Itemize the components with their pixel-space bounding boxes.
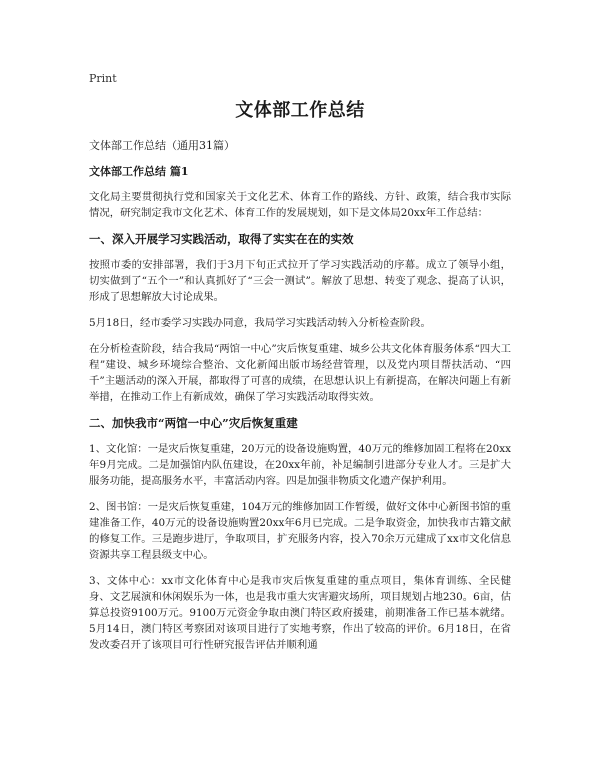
document-subtitle: 文体部工作总结（通用31篇） — [89, 139, 235, 152]
article-title: 文体部工作总结 篇1 — [89, 165, 189, 178]
section-heading-2: 二、加快我市“两馆一中心”灾后恢复重建 — [89, 416, 298, 430]
intro-paragraph: 文化局主要贯彻执行党和国家关于文化艺术、体育工作的路线、方针、政策，结合我市实际情况，研究制定我市文化艺术、体育工作的发展规划，如下是文体局20xx年工作总结： — [89, 191, 511, 219]
paragraph-study-practice: 按照市委的安排部署，我们于3月下旬正式拉开了学习实践活动的序幕。成立了领导小组，切实做到了“五个一”和认真抓好了“三会一测试”。解放了思想、转变了观念、提高了认识，形成了思想解放大讨论成果。 — [89, 259, 511, 303]
paragraph-library: 2、图书馆：一是灾后恢复重建，104万元的维修加固工作暂缓，做好文体中心新图书馆的重建准备工作，40万元的设备设施购置20xx年6月已完成。二是争取资金，加快我市古籍文献的修复工作。三是跑步进厅，争取项目，扩充服务内容，投入70余万元建成了xx市文化信息资源共享工程县级支中心。 — [89, 501, 511, 561]
print-label[interactable]: Print — [89, 72, 117, 85]
document-page — [89, 62, 511, 663]
paragraph-sports-center: 3、文体中心：xx市文化体育中心是我市灾后恢复重建的重点项目，集体育训练、全民健身、文艺展演和休闲娱乐为一体，也是我市重大灾害避灾场所，项目规划占地230。6亩，估算总投资9100万元。9100万元资金争取由澳门特区政府援建，前期准备工作已基本就绪。5月14日，澳门特区考察团对该项目进行了实地考察，作出了较高的评价。6月18日，在省发改委召开了该项目可行性研究报告评估并顺利通 — [89, 575, 511, 651]
paragraph-may-18: 5月18日，经市委学习实践办同意，我局学习实践活动转入分析检查阶段。 — [89, 317, 431, 329]
page-title: 文体部工作总结 — [235, 100, 365, 121]
paragraph-cultural-center: 1、文化馆：一是灾后恢复重建，20万元的设备设施购置，40万元的维修加固工程将在20xx年9月完成。二是加强馆内队伍建设，在20xx年前，补足编制引进部分专业人才。三是扩大服务功能，提高服务水平，丰富活动内容。四是加强非物质文化遗产保护利用。 — [89, 443, 511, 487]
section-heading-1: 一、深入开展学习实践活动，取得了实实在在的实效 — [89, 232, 354, 246]
paragraph-analysis-stage: 在分析检查阶段，结合我局“两馆一中心”灾后恢复重建、城乡公共文化体育服务体系“四大工程”建设、城乡环境综合整治、文化新闻出版市场经营管理，以及党内项目帮扶活动、“四千”主题活动的深入开展，都取得了可喜的成绩，在思想认识上有新提高，在解决问题上有新举措，在推动工作上有新成效，确保了学习实践活动取得实效。 — [89, 343, 511, 403]
